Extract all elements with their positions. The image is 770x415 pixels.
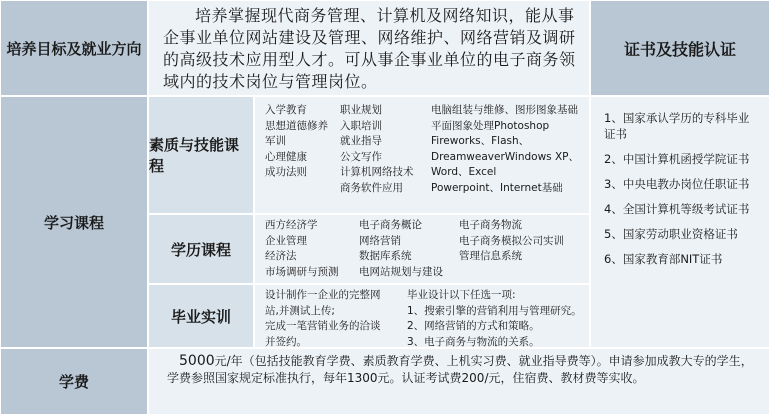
list-item: 成功法则 bbox=[265, 166, 307, 178]
list-item: Powerpoint、Internet基础 bbox=[431, 181, 563, 194]
list-item: 1、搜索引擎的营销利用与管理研究。 bbox=[407, 304, 582, 317]
fee-header-cell bbox=[0, 348, 148, 415]
list-item: 电子商务概论 bbox=[359, 219, 422, 231]
list-item: 数据库系统 bbox=[359, 250, 412, 262]
quality-courses-content bbox=[254, 96, 590, 214]
list-item: 电网站规划与建设 bbox=[359, 265, 443, 278]
fee-text bbox=[149, 349, 769, 387]
cert-label: 证书及技能认证 bbox=[623, 39, 736, 59]
degree-col-3 bbox=[459, 218, 564, 265]
practice-content bbox=[254, 284, 590, 348]
list-item: 经济法 bbox=[265, 250, 297, 262]
list-item: 2、中国计算机函授学院证书 bbox=[604, 152, 750, 166]
list-item: 站,并测试上传; bbox=[265, 304, 335, 317]
courses-label: 学习课程 bbox=[43, 213, 104, 232]
fee-label: 学费 bbox=[58, 373, 89, 391]
list-item: 电子商务模拟公司实训 bbox=[459, 234, 564, 247]
list-item: 西方经济学 bbox=[265, 219, 318, 231]
list-item: 2、网络营销的方式和策略。 bbox=[407, 320, 540, 332]
practice-col-2 bbox=[407, 288, 582, 348]
courses-header-cell bbox=[0, 96, 148, 348]
list-item: 思想道德修养 bbox=[265, 119, 328, 132]
list-item: 商务软件应用 bbox=[340, 181, 403, 194]
fee-amount: 5000 bbox=[179, 353, 215, 369]
practice-label-cell bbox=[148, 284, 254, 348]
degree-courses-content bbox=[254, 214, 590, 284]
quality-col-2 bbox=[340, 103, 414, 196]
list-item: 公文写作 bbox=[340, 150, 382, 163]
list-item: 电子商务物流 bbox=[459, 219, 522, 231]
list-item: 电脑组装与维修、图形图象基础 bbox=[431, 104, 578, 116]
list-item: 市场调研与预测 bbox=[265, 265, 339, 278]
list-item: 4、全国计算机等级考试证书 bbox=[604, 202, 750, 216]
list-item: 军训 bbox=[265, 135, 286, 147]
list-item: 网络营销 bbox=[359, 234, 401, 247]
practice-label: 毕业实训 bbox=[170, 307, 231, 326]
list-item: 平面图象处理Photoshop bbox=[431, 119, 550, 132]
degree-courses-label: 学历课程 bbox=[170, 240, 231, 259]
goal-label: 培养目标及就业方向 bbox=[6, 39, 142, 58]
degree-courses-label-cell bbox=[148, 214, 254, 284]
goal-text-cell bbox=[148, 0, 590, 96]
list-item: 3、电子商务与物流的关系。 bbox=[407, 335, 540, 348]
list-item: Fireworks、Flash、 bbox=[431, 135, 530, 147]
list-item: 1、国家承认学历的专科毕业证书 bbox=[604, 111, 750, 141]
list-item: 设计制作一企业的完整网 bbox=[265, 289, 381, 301]
list-item: 毕业设计以下任选一项: bbox=[407, 289, 516, 301]
list-item: 计算机网络技术 bbox=[340, 166, 414, 178]
quality-courses-label: 素质与技能课程 bbox=[149, 136, 240, 175]
list-item: 职业规划 bbox=[340, 104, 382, 116]
list-item: 入职培训 bbox=[340, 119, 382, 132]
list-item: 完成一笔营销业务的洽谈 bbox=[265, 320, 381, 332]
quality-courses-label-cell bbox=[148, 96, 254, 214]
fee-text-cell bbox=[148, 348, 770, 415]
list-item: 6、国家教育部NIT证书 bbox=[604, 252, 723, 266]
list-item: Word、Excel bbox=[431, 166, 497, 178]
list-item: DreamweaverWindows XP、 bbox=[431, 150, 579, 163]
list-item: 3、中央电教办岗位任职证书 bbox=[604, 177, 750, 191]
degree-col-1 bbox=[265, 218, 339, 280]
list-item: 5、国家劳动职业资格证书 bbox=[604, 227, 738, 241]
list-item: 管理信息系统 bbox=[459, 250, 522, 262]
cert-header-cell bbox=[590, 0, 770, 96]
list-item: 就业指导 bbox=[340, 135, 382, 147]
degree-col-2 bbox=[359, 218, 443, 280]
goal-header-cell bbox=[0, 0, 148, 96]
quality-col-1 bbox=[265, 103, 328, 181]
practice-col-1 bbox=[265, 288, 381, 348]
fee-description: 元/年（包括技能教育学费、素质教育学费、上机实习费、就业指导费等）。申请参加成教大专的学生，学费参照国家规定标准执行，每年1300元。认证考试费200/元，住宿费、教材费等实收。 bbox=[167, 354, 753, 385]
list-item: 入学教育 bbox=[265, 104, 307, 116]
list-item: 心理健康 bbox=[265, 150, 307, 163]
list-item: 并签约。 bbox=[265, 335, 307, 348]
goal-text: 培养掌握现代商务管理、计算机及网络知识，能从事企事业单位网站建设及管理、网络维护、网络营销及调研的高级技术应用型人才。可从事企事业单位的电子商务领域内的技术岗位与管理岗位。 bbox=[163, 6, 576, 91]
list-item: 企业管理 bbox=[265, 234, 307, 247]
cert-list bbox=[604, 110, 760, 276]
quality-col-3 bbox=[431, 103, 579, 196]
